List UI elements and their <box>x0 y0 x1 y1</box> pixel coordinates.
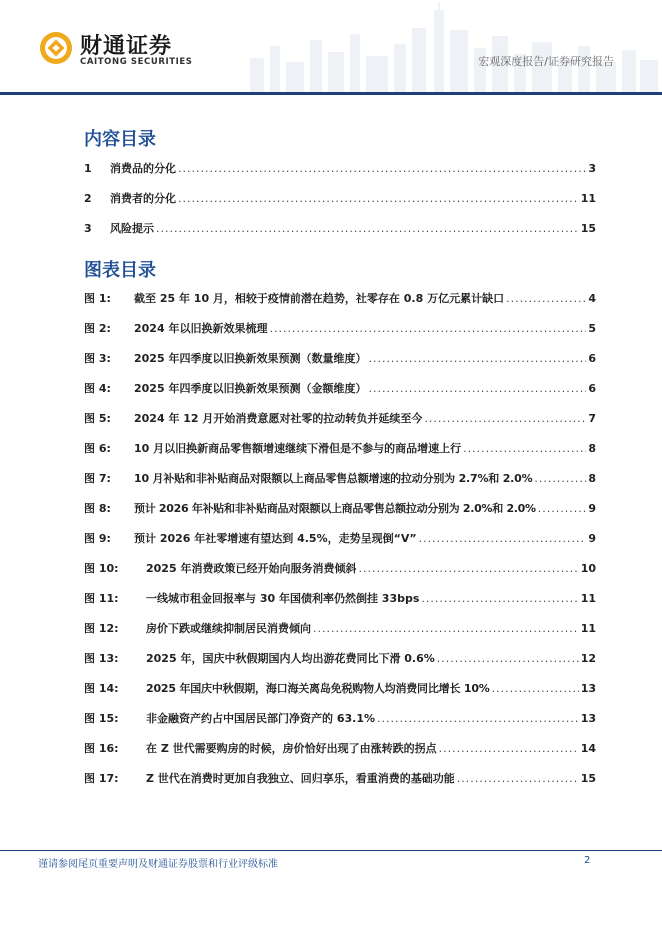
figure-item-label: 2024 年以旧换新效果梳理 <box>134 322 268 335</box>
figure-item-page: 9 <box>588 532 596 545</box>
figure-item-label: 一线城市租金回报率与 30 年国债利率仍然倒挂 33bps <box>146 592 420 605</box>
figure-item-number: 图 11: <box>84 592 119 605</box>
leader-dots <box>534 472 586 485</box>
leader-dots <box>178 162 586 175</box>
toc-item-page: 15 <box>580 222 596 235</box>
figure-item-number: 图 12: <box>84 622 119 635</box>
figure-item[interactable] <box>84 590 596 606</box>
footer-disclaimer-link[interactable]: 谨请参阅尾页重要声明及财通证券股票和行业评级标准 <box>38 859 278 870</box>
figure-item-page: 4 <box>588 292 596 305</box>
figure-item-page: 8 <box>588 472 596 485</box>
header-divider <box>0 92 662 95</box>
toc-item[interactable] <box>84 220 596 236</box>
figure-item-number: 图 16: <box>84 742 119 755</box>
toc-item-number: 2 <box>84 192 92 205</box>
figure-item-number: 图 13: <box>84 652 119 665</box>
figure-item-label: 2025 年四季度以旧换新效果预测（数量维度） <box>134 352 367 365</box>
leader-dots <box>424 412 586 425</box>
toc-item-label: 消费者的分化 <box>110 192 176 205</box>
figure-item[interactable] <box>84 710 596 726</box>
caitong-logo-icon <box>38 30 74 66</box>
figure-item-page: 11 <box>580 592 596 605</box>
figure-item-page: 14 <box>580 742 596 755</box>
leader-dots <box>463 442 586 455</box>
figure-item[interactable] <box>84 350 596 366</box>
leader-dots <box>377 712 579 725</box>
leader-dots <box>457 772 579 785</box>
figure-item-page: 5 <box>588 322 596 335</box>
figure-item-number: 图 1: <box>84 292 111 305</box>
leader-dots <box>156 222 579 235</box>
figure-item-page: 9 <box>588 502 596 515</box>
figure-item-label: 2025 年国庆中秋假期，海口海关离岛免税购物人均消费同比增长 10% <box>146 682 490 695</box>
figures-title: 图表目录 <box>84 260 156 281</box>
figure-item-label: Z 世代在消费时更加自我独立、回归享乐，看重消费的基础功能 <box>146 772 455 785</box>
figure-item-number: 图 7: <box>84 472 111 485</box>
figure-item[interactable] <box>84 470 596 486</box>
toc-item-page: 11 <box>580 192 596 205</box>
brand-name-cn: 财通证券 <box>80 34 173 59</box>
leader-dots <box>368 352 586 365</box>
leader-dots <box>437 652 579 665</box>
figure-item[interactable] <box>84 650 596 666</box>
leader-dots <box>368 382 586 395</box>
figure-item-number: 图 3: <box>84 352 111 365</box>
toc-item-number: 1 <box>84 162 92 175</box>
toc-item-number: 3 <box>84 222 92 235</box>
figure-item[interactable] <box>84 410 596 426</box>
figure-item[interactable] <box>84 620 596 636</box>
toc-item[interactable] <box>84 190 596 206</box>
figure-item-number: 图 5: <box>84 412 111 425</box>
leader-dots <box>439 742 579 755</box>
toc-item[interactable] <box>84 160 596 176</box>
figure-item-page: 6 <box>588 352 596 365</box>
figure-item[interactable] <box>84 320 596 336</box>
figure-item-label: 10 月以旧换新商品零售额增速继续下滑但是不参与的商品增速上行 <box>134 442 462 455</box>
figure-item-label: 2025 年四季度以旧换新效果预测（金额维度） <box>134 382 367 395</box>
figure-item-page: 13 <box>580 682 596 695</box>
figure-item-number: 图 6: <box>84 442 111 455</box>
figure-item-page: 11 <box>580 622 596 635</box>
figure-item-number: 图 14: <box>84 682 119 695</box>
figure-item-page: 13 <box>580 712 596 725</box>
figure-item-label: 2025 年，国庆中秋假期国内人均出游花费同比下滑 0.6% <box>146 652 435 665</box>
figure-item-label: 2025 年消费政策已经开始向服务消费倾斜 <box>146 562 357 575</box>
contents-title: 内容目录 <box>84 129 156 150</box>
figure-item-label: 预计 2026 年社零增速有望达到 4.5%，走势呈现倒“V” <box>134 532 417 545</box>
figure-item-label: 截至 25 年 10 月，相较于疫情前潜在趋势，社零存在 0.8 万亿元累计缺口 <box>134 292 505 305</box>
figure-item-page: 6 <box>588 382 596 395</box>
figure-item-number: 图 17: <box>84 772 119 785</box>
brand-name-en: CAITONG SECURITIES <box>80 57 193 67</box>
page-header <box>0 0 662 96</box>
figure-item-number: 图 9: <box>84 532 111 545</box>
figure-item-label: 预计 2026 年补贴和非补贴商品对限额以上商品零售总额拉动分别为 2.0%和 2.0% <box>134 502 536 515</box>
figure-item[interactable] <box>84 290 596 306</box>
figure-item-number: 图 8: <box>84 502 111 515</box>
figure-item-number: 图 15: <box>84 712 119 725</box>
figure-item[interactable] <box>84 500 596 516</box>
page-number: 2 <box>584 855 591 866</box>
figure-item[interactable] <box>84 680 596 696</box>
leader-dots <box>269 322 586 335</box>
figure-item[interactable] <box>84 560 596 576</box>
leader-dots <box>313 622 579 635</box>
toc-item-label: 风险提示 <box>110 222 154 235</box>
leader-dots <box>421 592 578 605</box>
figure-item-number: 图 10: <box>84 562 119 575</box>
figure-item-page: 12 <box>580 652 596 665</box>
figure-item-page: 7 <box>588 412 596 425</box>
figure-item-number: 图 2: <box>84 322 111 335</box>
figure-item-page: 10 <box>580 562 596 575</box>
figure-item[interactable] <box>84 440 596 456</box>
figure-item-label: 在 Z 世代需要购房的时候，房价恰好出现了由涨转跌的拐点 <box>146 742 437 755</box>
figure-item-label: 2024 年 12 月开始消费意愿对社零的拉动转负并延续至今 <box>134 412 423 425</box>
figure-item[interactable] <box>84 530 596 546</box>
document-type: 宏观深度报告/证券研究报告 <box>478 55 614 68</box>
figure-item-label: 10 月补贴和非补贴商品对限额以上商品零售总额增速的拉动分别为 2.7%和 2.0% <box>134 472 533 485</box>
figure-item[interactable] <box>84 770 596 786</box>
toc-item-label: 消费品的分化 <box>110 162 176 175</box>
leader-dots <box>538 502 587 515</box>
leader-dots <box>358 562 578 575</box>
footer-divider <box>0 850 662 851</box>
figure-item-page: 8 <box>588 442 596 455</box>
figure-item-label: 非金融资产约占中国居民部门净资产的 63.1% <box>146 712 375 725</box>
leader-dots <box>492 682 579 695</box>
city-skyline-decoration <box>230 0 662 92</box>
leader-dots <box>419 532 587 545</box>
toc-item-page: 3 <box>588 162 596 175</box>
figure-item-page: 15 <box>580 772 596 785</box>
leader-dots <box>506 292 586 305</box>
figure-item[interactable] <box>84 740 596 756</box>
leader-dots <box>178 192 579 205</box>
figure-item-label: 房价下跌或继续抑制居民消费倾向 <box>146 622 311 635</box>
figure-item-number: 图 4: <box>84 382 111 395</box>
figure-item[interactable] <box>84 380 596 396</box>
